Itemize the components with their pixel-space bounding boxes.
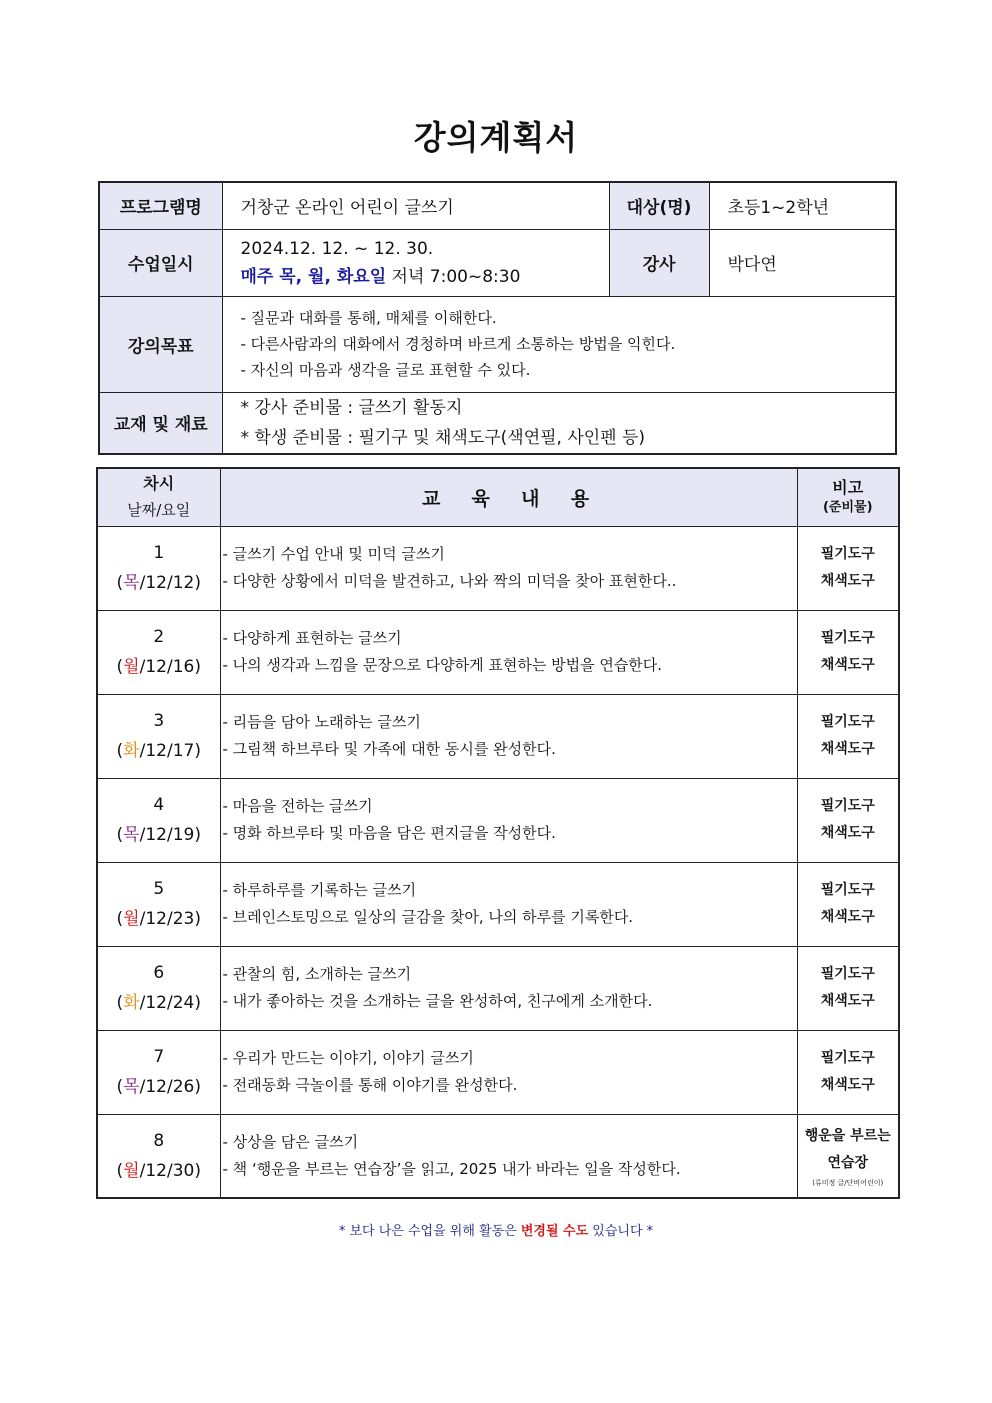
materials-list (222, 392, 896, 454)
note-line1: 필기도구 (820, 966, 875, 982)
content-cell (220, 862, 797, 946)
note-cell (797, 1114, 899, 1198)
note-line2: 채색도구 (820, 657, 875, 673)
footer-highlight: 변경될 수도 (520, 1224, 589, 1239)
header-session-label: 차시 (143, 474, 175, 494)
session-number: 5 (153, 879, 165, 899)
content-title: - 관찰의 힘, 소개하는 글쓰기 (222, 965, 412, 983)
page-title: 강의계획서 (413, 118, 579, 157)
schedule-row (97, 862, 899, 946)
note-line2: 연습장 (827, 1154, 869, 1171)
program-value: 거창군 온라인 어린이 글쓰기 (222, 182, 609, 229)
target-value: 초등1~2학년 (709, 182, 896, 229)
session-date-value: /12/26 (139, 1077, 195, 1097)
session-date: (월/12/16) (116, 657, 201, 677)
session-date: (화/12/17) (116, 741, 201, 761)
content-detail: - 내가 좋아하는 것을 소개하는 글을 완성하여, 친구에게 소개한다. (222, 992, 653, 1010)
goal-label: 강의목표 (99, 296, 222, 392)
date-schedule (241, 263, 609, 291)
date-label: 수업일시 (99, 229, 222, 296)
header-note (797, 468, 899, 526)
session-date: (목/12/19) (116, 825, 201, 845)
schedule-row (97, 526, 899, 610)
goal-item: - 다른사람과의 대화에서 경청하며 바르게 소통하는 방법을 익힌다. (240, 335, 676, 353)
note-cell (797, 526, 899, 610)
note-line2: 채색도구 (820, 573, 875, 589)
session-number: 8 (153, 1130, 165, 1151)
note-line1: 필기도구 (820, 546, 875, 562)
materials-item: * 강사 준비물 : 글쓰기 활동지 (240, 397, 463, 418)
goal-item: - 자신의 마음과 생각을 글로 표현할 수 있다. (240, 361, 531, 379)
note-line1: 행운을 부르는 (804, 1127, 891, 1144)
session-date-value: /12/23 (139, 909, 195, 929)
schedule-row (97, 778, 899, 862)
session-day: 화 (123, 741, 140, 761)
header-note-sub: (준비물) (822, 500, 873, 516)
note-cell (797, 694, 899, 778)
footer-notice (0, 1220, 992, 1239)
content-cell (220, 694, 797, 778)
session-number: 3 (153, 711, 165, 731)
content-title: - 글쓰기 수업 안내 및 미덕 글쓰기 (222, 545, 445, 563)
note-line1: 필기도구 (820, 1050, 875, 1066)
session-date-value: /12/17 (139, 741, 195, 761)
materials-label: 교재 및 재료 (99, 392, 222, 454)
note-line1: 필기도구 (820, 630, 875, 646)
header-note-label: 비고 (832, 478, 864, 498)
session-date-value: /12/19 (139, 825, 195, 845)
session-cell (97, 778, 220, 862)
session-cell (97, 1030, 220, 1114)
session-date-value: /12/16 (139, 657, 195, 677)
date-range: 2024.12. 12. ~ 12. 30. (240, 238, 434, 259)
content-title: - 리듬을 담아 노래하는 글쓰기 (222, 713, 421, 731)
note-line1: 필기도구 (820, 882, 875, 898)
date-value (222, 229, 609, 296)
note-cell (797, 610, 899, 694)
target-label: 대상(명) (609, 182, 709, 229)
content-detail: - 책 ‘행운을 부르는 연습장’을 읽고, 2025 내가 바라는 일을 작성한다. (222, 1159, 681, 1178)
session-number: 6 (153, 963, 165, 983)
content-title: - 우리가 만드는 이야기, 이야기 글쓰기 (222, 1049, 474, 1067)
schedule-row (97, 610, 899, 694)
footer-prefix: * 보다 나은 수업을 위해 활동은 (338, 1224, 521, 1239)
note-line3: (류미정 글/단비어린이) (812, 1178, 884, 1187)
note-cell (797, 778, 899, 862)
session-date: (월/12/30) (116, 1160, 201, 1181)
session-date-value: /12/30 (139, 1160, 195, 1181)
goal-item: - 질문과 대화를 통해, 매체를 이해한다. (240, 309, 497, 327)
note-cell (797, 862, 899, 946)
session-day: 월 (123, 1160, 140, 1181)
content-cell (220, 946, 797, 1030)
session-date: (목/12/26) (116, 1077, 201, 1097)
note-line1: 필기도구 (820, 714, 875, 730)
content-detail: - 그림책 하브루타 및 가족에 대한 동시를 완성한다. (222, 740, 556, 758)
session-day: 목 (123, 825, 140, 845)
header-date-label: 날짜/요일 (127, 501, 191, 520)
session-cell (97, 526, 220, 610)
materials-item: * 학생 준비물 : 필기구 및 채색도구(색연필, 사인펜 등) (240, 427, 646, 448)
content-detail: - 전래동화 극놀이를 통해 이야기를 완성한다. (222, 1076, 518, 1094)
content-detail: - 나의 생각과 느낌을 문장으로 다양하게 표현하는 방법을 연습한다. (222, 656, 663, 674)
content-title: - 상상을 담은 글쓰기 (222, 1132, 359, 1151)
header-session (97, 468, 220, 526)
session-number: 4 (153, 795, 165, 815)
session-day: 월 (123, 657, 140, 677)
session-cell (97, 862, 220, 946)
content-title: - 다양하게 표현하는 글쓰기 (222, 629, 402, 647)
content-detail: - 명화 하브루타 및 마음을 담은 편지글을 작성한다. (222, 824, 556, 842)
goal-list (222, 296, 896, 392)
content-cell (220, 610, 797, 694)
note-line1: 필기도구 (820, 798, 875, 814)
session-cell (97, 694, 220, 778)
session-date-value: /12/24 (139, 993, 195, 1013)
schedule-row (97, 1030, 899, 1114)
program-label: 프로그램명 (99, 182, 222, 229)
session-day: 월 (123, 909, 140, 929)
content-cell (220, 526, 797, 610)
session-number: 7 (153, 1047, 165, 1067)
session-date: (월/12/23) (116, 909, 201, 929)
content-cell (220, 1030, 797, 1114)
session-day: 목 (123, 573, 140, 593)
session-number: 1 (153, 543, 165, 563)
note-line2: 채색도구 (820, 993, 875, 1009)
note-line2: 채색도구 (820, 1077, 875, 1093)
content-title: - 마음을 전하는 글쓰기 (222, 797, 373, 815)
content-detail: - 다양한 상황에서 미덕을 발견하고, 나와 짝의 미덕을 찾아 표현한다.. (222, 572, 677, 590)
note-cell (797, 1030, 899, 1114)
program-info-table (98, 181, 897, 455)
session-day: 목 (123, 1077, 140, 1097)
schedule-row (97, 1114, 899, 1198)
teacher-value: 박다연 (709, 229, 896, 296)
content-detail: - 브레인스토밍으로 일상의 글감을 찾아, 나의 하루를 기록한다. (222, 908, 634, 926)
note-line2: 채색도구 (820, 909, 875, 925)
teacher-label: 강사 (609, 229, 709, 296)
content-title: - 하루하루를 기록하는 글쓰기 (222, 881, 417, 899)
header-content: 교 육 내 용 (220, 468, 797, 526)
note-cell (797, 946, 899, 1030)
date-days: 매주 목, 월, 화요일 (240, 266, 387, 287)
schedule-row (97, 946, 899, 1030)
content-cell (220, 778, 797, 862)
content-cell (220, 1114, 797, 1198)
session-date: (목/12/12) (116, 573, 201, 593)
session-date-value: /12/12 (139, 573, 195, 593)
footer-suffix: 있습니다 * (588, 1224, 654, 1239)
session-cell (97, 1114, 220, 1198)
schedule-table (96, 467, 900, 1199)
date-time: 저녁 7:00~8:30 (386, 266, 521, 287)
session-date: (화/12/24) (116, 993, 201, 1013)
note-line2: 채색도구 (820, 741, 875, 757)
session-day: 화 (123, 993, 140, 1013)
session-cell (97, 946, 220, 1030)
session-number: 2 (153, 627, 165, 647)
note-line2: 채색도구 (820, 825, 875, 841)
session-cell (97, 610, 220, 694)
schedule-row (97, 694, 899, 778)
